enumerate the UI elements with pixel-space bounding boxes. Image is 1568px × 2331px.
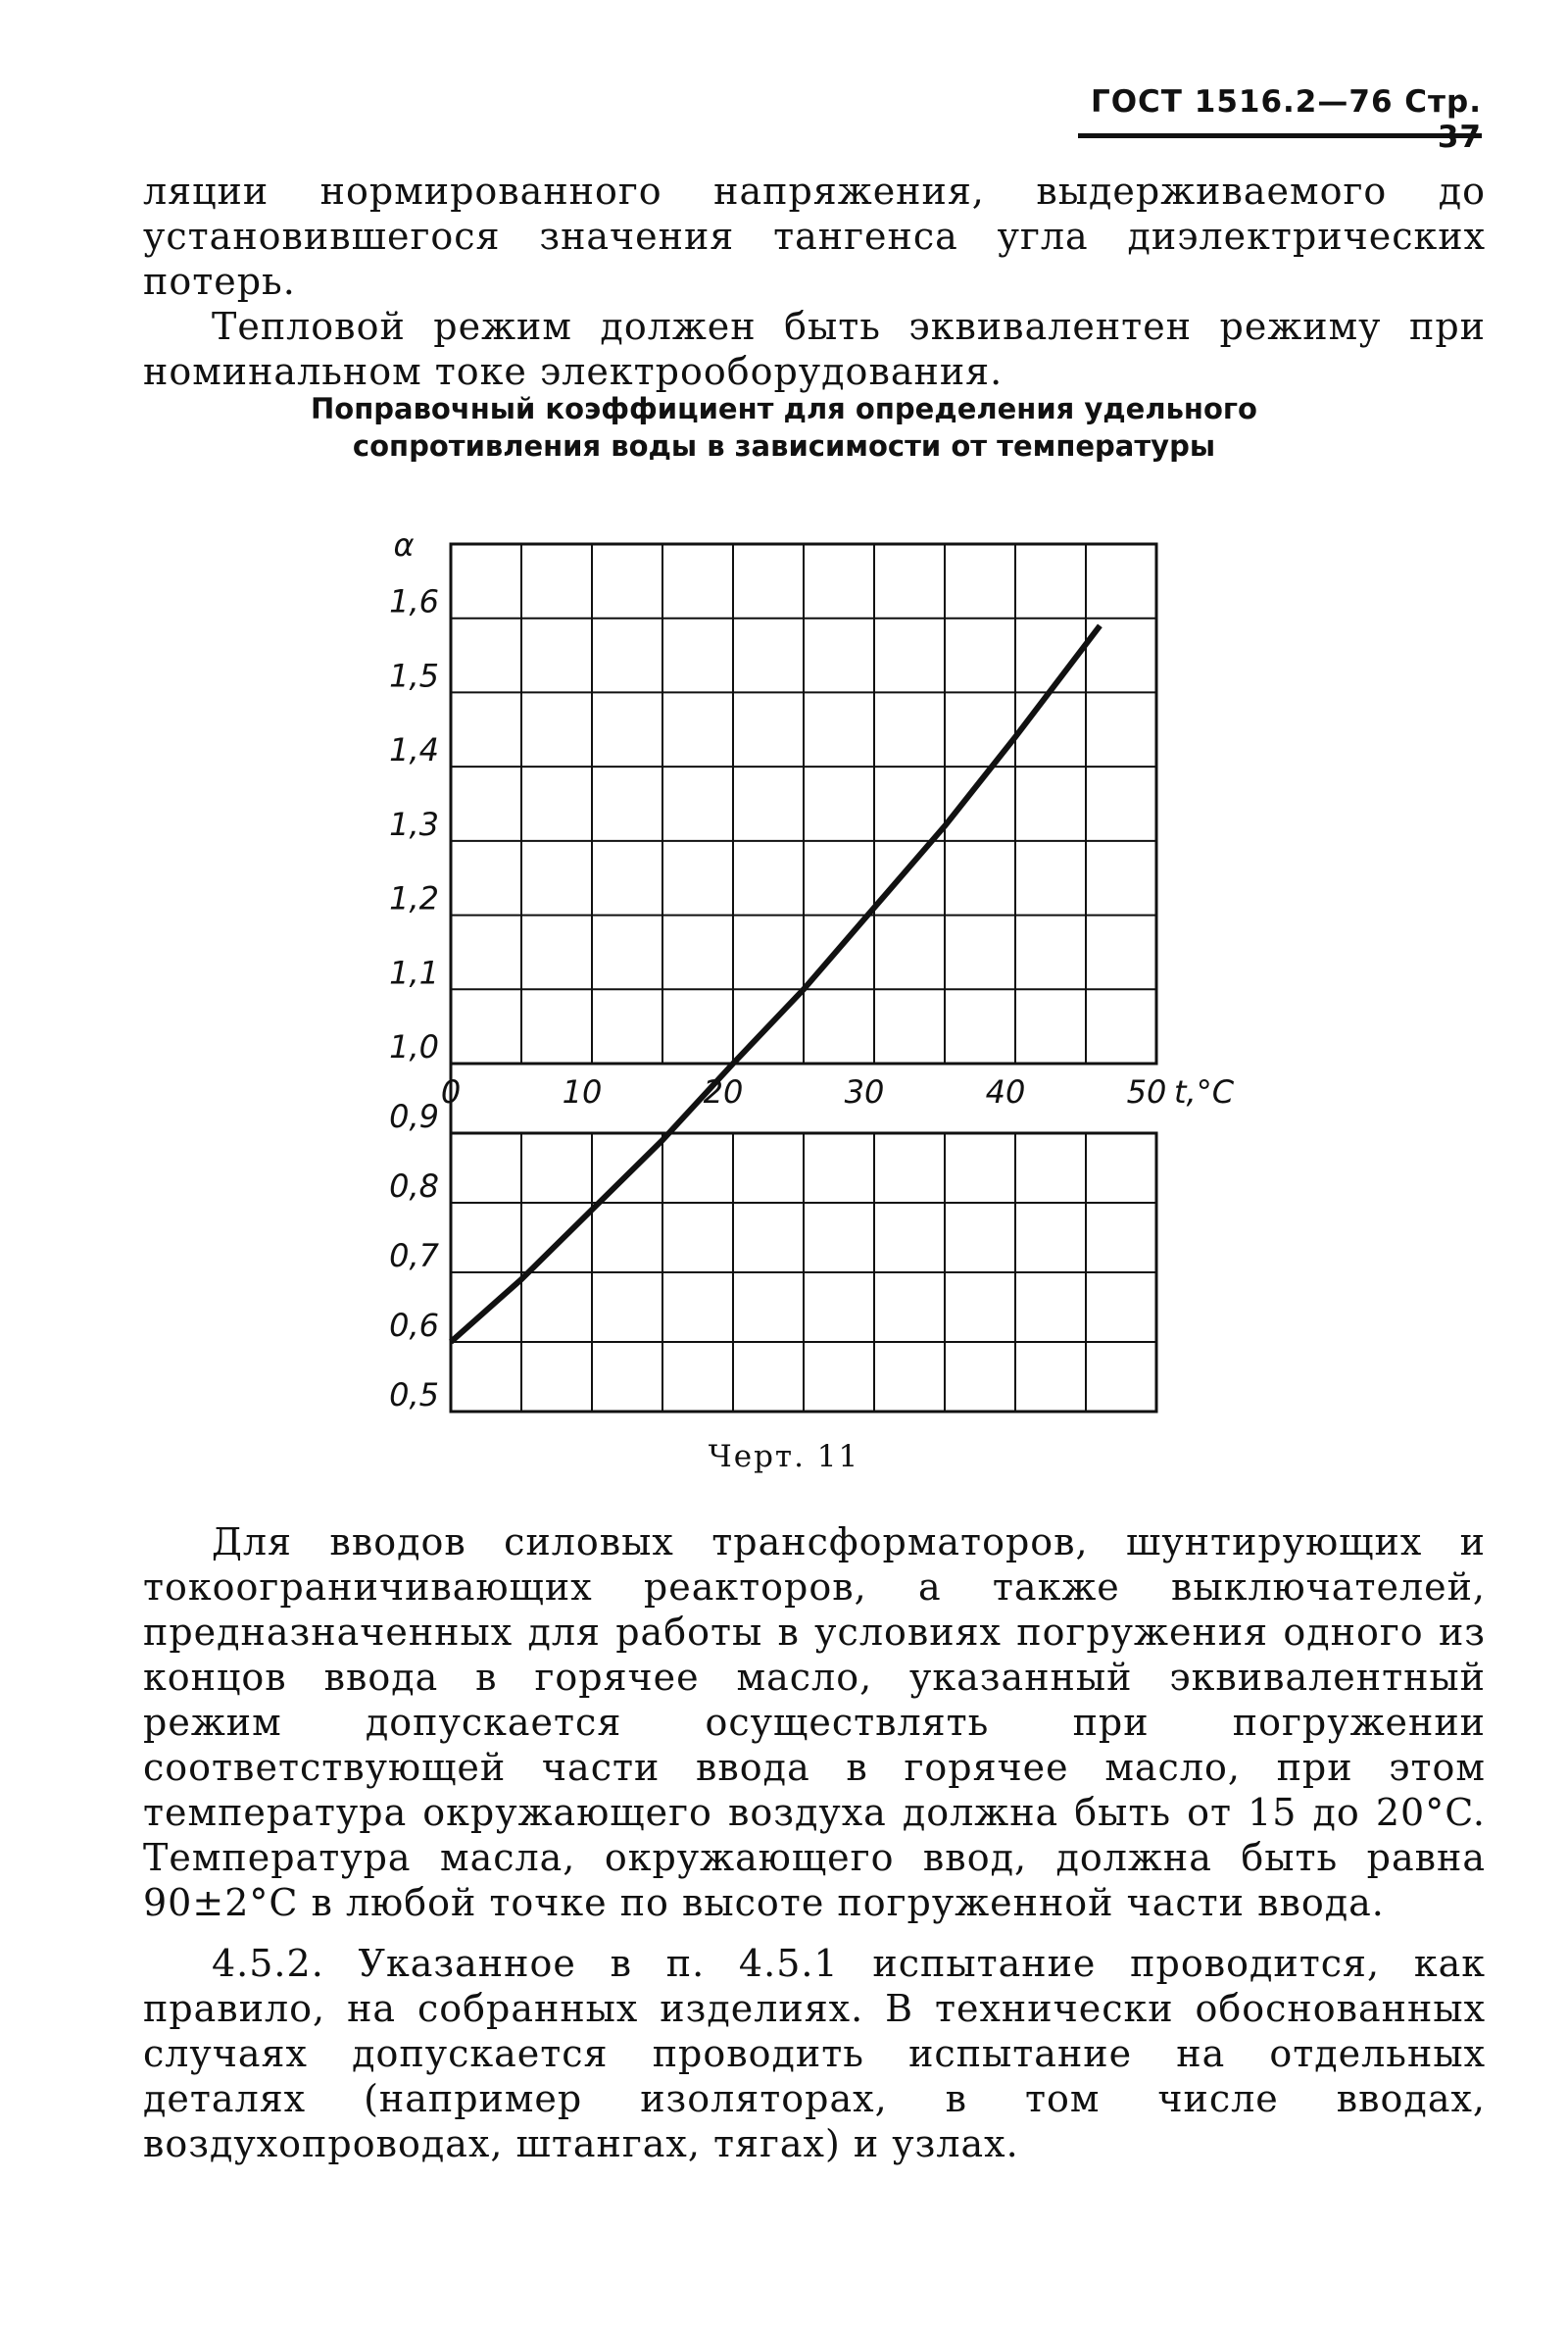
- series-line: [451, 625, 1100, 1342]
- x-tick-label: 0: [440, 1073, 462, 1111]
- chart-caption: [294, 390, 1274, 465]
- y-tick-label: 1,0: [389, 1028, 439, 1066]
- x-tick-label: 40: [985, 1073, 1026, 1111]
- y-tick-label: 0,5: [389, 1376, 439, 1413]
- y-tick-label: 0,7: [389, 1237, 439, 1274]
- y-tick-label: 1,4: [389, 731, 439, 769]
- y-tick-label: 0,8: [389, 1167, 439, 1205]
- y-tick-label: 1,5: [389, 657, 439, 695]
- y-tick-label: 0,9: [389, 1098, 439, 1135]
- y-tick-label: 0,6: [389, 1307, 439, 1344]
- intro-text: [143, 169, 1486, 394]
- x-tick-label: 50: [1126, 1073, 1167, 1111]
- body-paragraph-4: 4.5.2. Указанное в п. 4.5.1 испытание проводится, как правило, на собранных изделиях. В технически обоснованных случаях допускается проводить испытание на отдельных деталях (например изоляторах, в том числе вводах, воздухопроводах, штангах, тягах) и узлах.: [143, 1942, 1486, 2165]
- y-tick-label: 1,6: [389, 582, 439, 620]
- correction-coefficient-chart: [372, 520, 1274, 1421]
- body-paragraph-3: Для вводов силовых трансформаторов, шунтирующих и токоограничивающих реакторов, а также выключателей, предназначенных для работы в условиях погружения одного из концов ввода в горячее масло, указанный эквивалентный режим допускается осуществлять при погружении соответствующей части ввода в горячее масло, при этом температура окружающего воздуха должна быть от 15 до 20°C. Температура масла, окружающего ввод, должна быть равна 90±2°C в любой точке по высоте погруженной части ввода.: [143, 1520, 1486, 1924]
- y-tick-label: 1,3: [389, 805, 439, 843]
- y-tick-label: 1,2: [389, 879, 439, 918]
- x-tick-label: 30: [844, 1073, 885, 1111]
- page-header: ГОСТ 1516.2—76 Стр. 37: [1078, 84, 1482, 138]
- x-tick-label: 20: [703, 1073, 744, 1111]
- x-tick-label: 10: [562, 1073, 603, 1111]
- y-tick-label: 1,1: [389, 954, 439, 992]
- body-text: [143, 1519, 1486, 2166]
- chart-caption-line-1: Поправочный коэффициент для определения удельного: [311, 392, 1257, 425]
- x-axis-label: t,°C: [1174, 1073, 1235, 1111]
- chart-caption-line-2: сопротивления воды в зависимости от температуры: [352, 429, 1216, 463]
- intro-paragraph-2: Тепловой режим должен быть эквивалентен режиму при номинальном токе электрооборудования.: [143, 305, 1486, 393]
- figure-label: Черт. 11: [708, 1439, 860, 1474]
- intro-paragraph-1: ляции нормированного напряжения, выдерживаемого до установившегося значения тангенса угла диэлектрических потерь.: [143, 170, 1486, 303]
- y-axis-label: α: [393, 526, 415, 564]
